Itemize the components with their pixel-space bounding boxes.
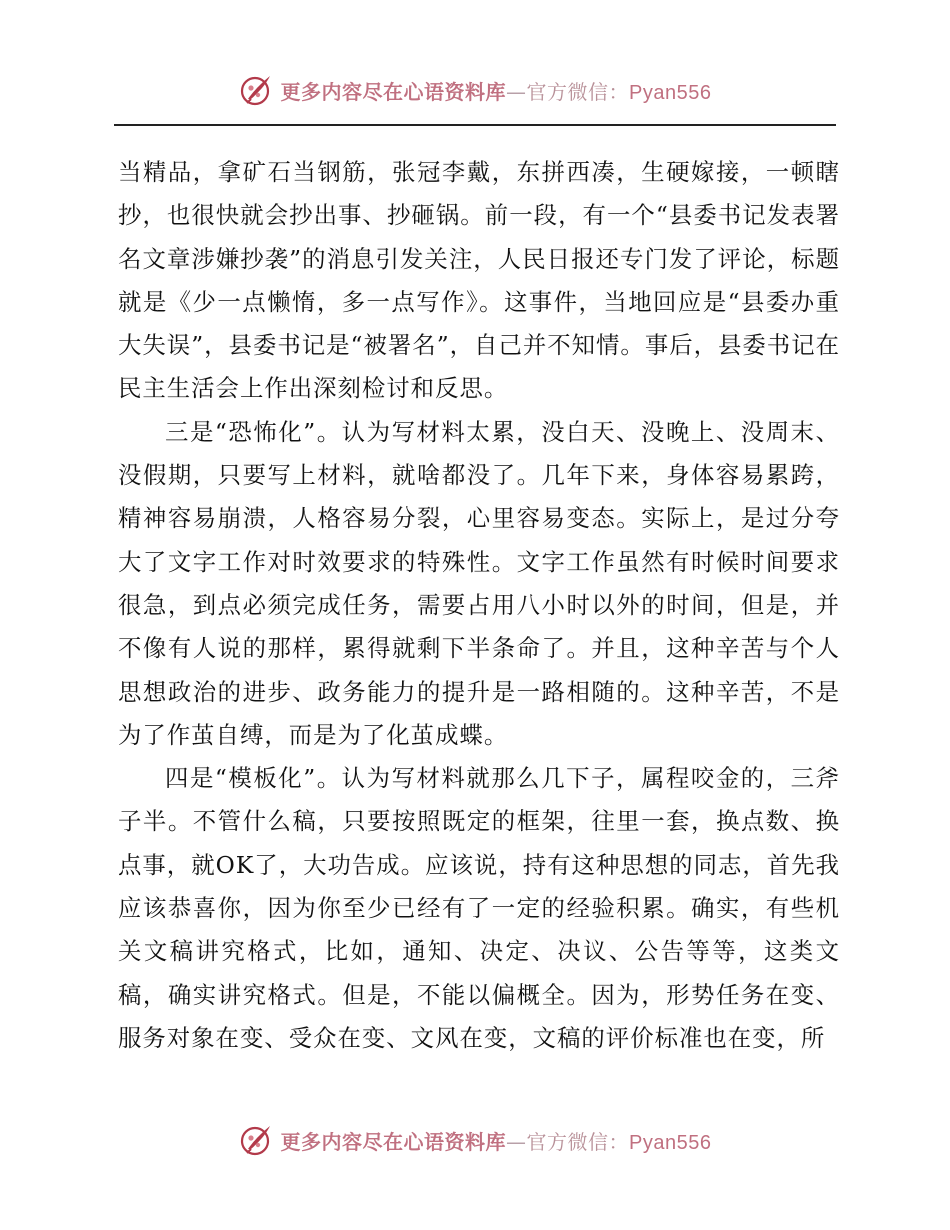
body-paragraph-3: 四是“模板化”。认为写材料就那么几下子，属程咬金的，三斧子半。不管什么稿，只要按照既定的框架，往里一套，换点数、换点事，就OK了，大功告成。应该说，持有这种思想的同志，首先我应该恭喜你，因为你至少已经有了一定的经验积累。确实，有些机关文稿讲究格式，比如，通知、决定、决议、公告等等，这类文稿，确实讲究格式。但是，不能以偏概全。因为，形势任务在变、服务对象在变、受众在变、文风在变，文稿的评价标准也在变，所	[118, 764, 840, 1052]
body-paragraph-2: 三是“恐怖化”。认为写材料太累，没白天、没晚上、没周末、没假期，只要写上材料，就啥都没了。几年下来，身体容易累跨，精神容易崩溃，人格容易分裂，心里容易变态。实际上，是过分夸大了文字工作对时效要求的特殊性。文字工作虽然有时候时间要求很急，到点必须完成任务，需要占用八小时以外的时间，但是，并不像有人说的那样，累得就剩下半条命了。并且，这种辛苦与个人思想政治的进步、政务能力的提升是一路相随的。这种辛苦，不是为了作茧自缚，而是为了化茧成蝶。	[118, 417, 840, 749]
banner-separator: —	[506, 79, 527, 104]
quill-logo-icon	[239, 1122, 275, 1158]
banner-title: 更多内容尽在心语资料库	[280, 79, 507, 104]
footer-banner-text	[281, 1126, 712, 1155]
document-body	[118, 151, 840, 1060]
body-paragraph-1: 当精品，拿矿石当钢筋，张冠李戴，东拼西凑，生硬嫁接，一顿瞎抄，也很快就会抄出事、抄砸锅。前一段，有一个“县委书记发表署名文章涉嫌抄袭”的消息引发关注，人民日报还专门发了评论，标题就是《少一点懒惰，多一点写作》。这事件，当地回应是“县委办重大失误”，县委书记是“被署名”，自己并不知情。事后，县委书记在民主生活会上作出深刻检讨和反思。	[118, 158, 840, 403]
banner-title: 更多内容尽在心语资料库	[280, 1129, 507, 1154]
footer-banner	[0, 1122, 950, 1158]
banner-official-label: 官方微信：	[526, 1129, 630, 1154]
banner-handle: Pyan556	[629, 1131, 712, 1154]
header-banner	[0, 72, 950, 108]
banner-separator: —	[506, 1129, 527, 1154]
quill-logo-icon	[239, 72, 275, 108]
banner-official-label: 官方微信：	[526, 79, 630, 104]
header-divider	[114, 124, 836, 126]
banner-handle: Pyan556	[629, 81, 712, 104]
header-banner-text	[281, 76, 712, 105]
